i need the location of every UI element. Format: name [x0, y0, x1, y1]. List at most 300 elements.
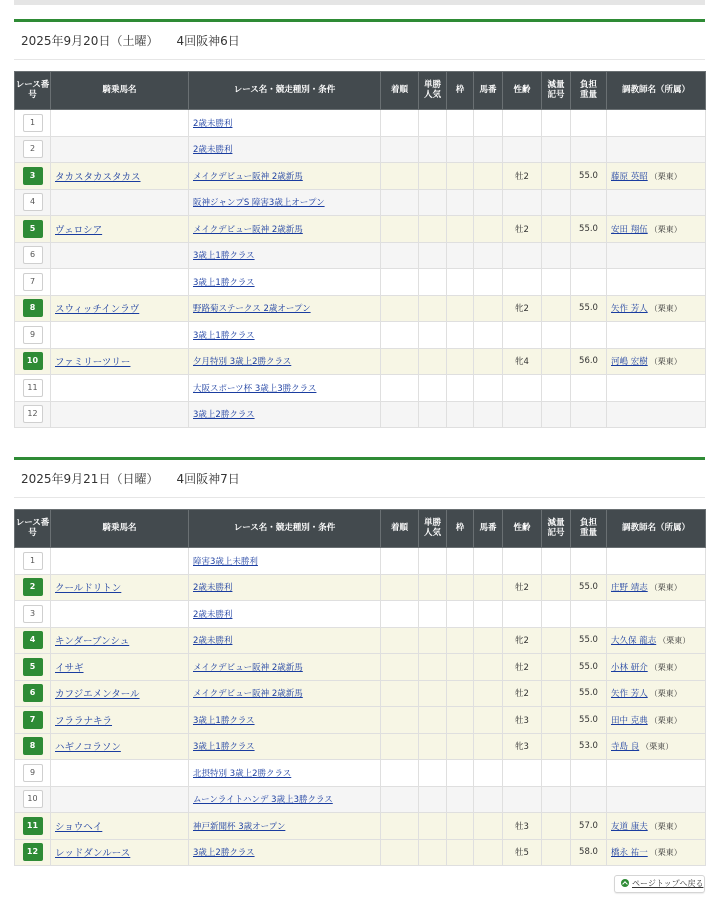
popularity-cell [419, 548, 447, 575]
column-header-burden [571, 510, 607, 548]
trainer-link[interactable]: 矢作 芳人 [611, 304, 648, 315]
horse-cell [51, 322, 189, 349]
sex-age-cell: 牝2 [503, 295, 542, 322]
waku-cell [447, 136, 474, 163]
race-row [15, 269, 706, 296]
umaban-cell [474, 110, 503, 137]
weight-mark-cell [542, 189, 571, 216]
horse-cell [51, 295, 189, 322]
race-row [15, 401, 706, 428]
race-number-cell [15, 707, 51, 734]
race-number-cell [15, 813, 51, 840]
burden-weight-cell: 57.0 [571, 813, 607, 840]
race-link[interactable]: 3歳上2勝クラス [193, 410, 255, 421]
header-line: 単勝 [423, 517, 441, 528]
race-link[interactable]: 3歳上1勝クラス [193, 742, 255, 753]
horse-cell [51, 110, 189, 137]
weight-mark-cell [542, 295, 571, 322]
race-cell [189, 163, 381, 190]
finish-cell [381, 295, 419, 322]
race-number-badge: 1 [23, 114, 43, 132]
waku-cell [447, 242, 474, 269]
trainer-affiliation: （栗東） [649, 224, 682, 234]
horse-link[interactable]: ヴェロシア [55, 224, 103, 236]
horse-cell [51, 813, 189, 840]
weight-mark-cell [542, 680, 571, 707]
weight-mark-cell [542, 839, 571, 866]
trainer-cell [607, 163, 706, 190]
race-number-badge: 5 [23, 658, 43, 676]
race-number-badge: 4 [23, 193, 43, 211]
race-row [15, 189, 706, 216]
umaban-cell [474, 548, 503, 575]
burden-weight-cell: 55.0 [571, 707, 607, 734]
sex-age-cell [503, 110, 542, 137]
column-header-umaban: 馬番 [474, 72, 503, 110]
umaban-cell [474, 574, 503, 601]
trainer-link[interactable]: 河嶋 宏樹 [611, 357, 648, 368]
trainer-affiliation: （栗東） [649, 689, 682, 699]
race-row [15, 627, 706, 654]
umaban-cell [474, 322, 503, 349]
race-number-cell [15, 680, 51, 707]
horse-cell [51, 348, 189, 375]
finish-cell [381, 733, 419, 760]
race-link[interactable]: 2歳未勝利 [193, 583, 233, 594]
column-header-sexage: 性齢 [503, 72, 542, 110]
weight-mark-cell [542, 786, 571, 813]
popularity-cell [419, 601, 447, 628]
sex-age-cell: 牝2 [503, 627, 542, 654]
race-cell [189, 839, 381, 866]
popularity-cell [419, 627, 447, 654]
race-number-badge: 10 [23, 790, 43, 808]
trainer-cell [607, 627, 706, 654]
sex-age-cell [503, 189, 542, 216]
header-line: 記号 [547, 527, 565, 538]
sex-age-cell: 牡2 [503, 163, 542, 190]
finish-cell [381, 654, 419, 681]
trainer-cell [607, 375, 706, 402]
race-cell [189, 760, 381, 787]
horse-cell [51, 242, 189, 269]
race-link[interactable]: 3歳上1勝クラス [193, 330, 255, 341]
finish-cell [381, 680, 419, 707]
race-cell [189, 189, 381, 216]
trainer-link[interactable]: 橋永 祐一 [611, 848, 648, 859]
day-section [14, 19, 705, 428]
weight-mark-cell [542, 269, 571, 296]
weight-mark-cell [542, 348, 571, 375]
race-table [14, 509, 706, 866]
horse-link[interactable]: フララナキラ [55, 715, 113, 727]
column-header-waku: 枠 [447, 72, 474, 110]
horse-link[interactable]: カフジエメンタール [55, 689, 140, 701]
burden-weight-cell [571, 189, 607, 216]
waku-cell [447, 760, 474, 787]
burden-weight-cell: 55.0 [571, 163, 607, 190]
weight-mark-cell [542, 627, 571, 654]
trainer-cell [607, 269, 706, 296]
waku-cell [447, 216, 474, 243]
race-number-cell [15, 627, 51, 654]
horse-cell [51, 574, 189, 601]
horse-cell [51, 216, 189, 243]
race-row [15, 348, 706, 375]
header-line: 減量 [547, 517, 565, 528]
race-cell [189, 627, 381, 654]
race-number-badge: 8 [23, 737, 43, 755]
finish-cell [381, 163, 419, 190]
race-row [15, 680, 706, 707]
race-cell [189, 548, 381, 575]
burden-weight-cell [571, 375, 607, 402]
burden-weight-cell [571, 548, 607, 575]
race-link[interactable]: 3歳上1勝クラス [193, 251, 255, 262]
race-cell [189, 375, 381, 402]
trainer-cell [607, 216, 706, 243]
horse-cell [51, 760, 189, 787]
race-link[interactable]: 夕月特別 3歳上2勝クラス [193, 357, 292, 368]
race-link[interactable]: 2歳未勝利 [193, 636, 233, 647]
popularity-cell [419, 680, 447, 707]
waku-cell [447, 733, 474, 760]
waku-cell [447, 110, 474, 137]
column-header-horse: 騎乗馬名 [51, 510, 189, 548]
trainer-link[interactable]: 矢作 芳人 [611, 689, 648, 700]
race-row [15, 574, 706, 601]
race-number-badge: 3 [23, 167, 43, 185]
horse-link[interactable]: キンダーブンシュ [55, 636, 130, 648]
horse-link[interactable]: ハギノコラソン [55, 742, 121, 754]
race-number-cell [15, 110, 51, 137]
horse-cell [51, 548, 189, 575]
trainer-affiliation: （栗東） [649, 848, 682, 858]
finish-cell [381, 760, 419, 787]
trainer-affiliation: （栗東） [649, 357, 682, 367]
finish-cell [381, 574, 419, 601]
popularity-cell [419, 242, 447, 269]
weight-mark-cell [542, 136, 571, 163]
horse-link[interactable]: スウィッチインラヴ [55, 304, 140, 316]
weight-mark-cell [542, 601, 571, 628]
header-line: 重量 [579, 527, 597, 538]
trainer-affiliation: （栗東） [649, 171, 682, 181]
horse-link[interactable]: タカスタカスタカス [55, 171, 141, 183]
race-number-badge: 6 [23, 684, 43, 702]
race-link[interactable]: 2歳未勝利 [193, 118, 233, 129]
trainer-cell [607, 839, 706, 866]
page-top-link[interactable] [614, 875, 705, 893]
race-number-cell [15, 375, 51, 402]
trainer-link[interactable]: 藤原 英昭 [611, 171, 648, 182]
race-link[interactable]: 3歳上1勝クラス [193, 715, 255, 726]
column-header-trainer: 調教師名（所属） [607, 72, 706, 110]
weight-mark-cell [542, 760, 571, 787]
popularity-cell [419, 401, 447, 428]
umaban-cell [474, 136, 503, 163]
race-cell [189, 136, 381, 163]
column-header-pop [419, 72, 447, 110]
horse-cell [51, 269, 189, 296]
finish-cell [381, 348, 419, 375]
umaban-cell [474, 839, 503, 866]
burden-weight-cell [571, 110, 607, 137]
finish-cell [381, 839, 419, 866]
weight-mark-cell [542, 216, 571, 243]
horse-link[interactable]: ショウヘイ [55, 821, 103, 833]
race-link[interactable]: 2歳未勝利 [193, 145, 233, 156]
trainer-cell [607, 786, 706, 813]
race-row [15, 163, 706, 190]
race-row [15, 786, 706, 813]
popularity-cell [419, 295, 447, 322]
waku-cell [447, 839, 474, 866]
header-line: 人気 [423, 527, 441, 538]
horse-cell [51, 733, 189, 760]
trainer-cell [607, 136, 706, 163]
header-line: 減量 [547, 79, 565, 90]
popularity-cell [419, 269, 447, 296]
day-heading [14, 22, 705, 60]
race-link[interactable]: メイクデビュー阪神 2歳新馬 [193, 224, 303, 235]
popularity-cell [419, 733, 447, 760]
race-link[interactable]: 神戸新聞杯 3歳オープン [193, 821, 286, 832]
umaban-cell [474, 680, 503, 707]
race-number-cell [15, 216, 51, 243]
horse-cell [51, 189, 189, 216]
race-link[interactable]: 阪神ジャンプS 障害3歳上オープン [193, 198, 325, 209]
umaban-cell [474, 269, 503, 296]
sex-age-cell [503, 786, 542, 813]
sex-age-cell: 牝4 [503, 348, 542, 375]
race-row [15, 548, 706, 575]
race-number-cell [15, 733, 51, 760]
weight-mark-cell [542, 654, 571, 681]
race-number-cell [15, 322, 51, 349]
trainer-link[interactable]: 庄野 靖志 [611, 583, 648, 594]
race-number-cell [15, 136, 51, 163]
column-header-trainer: 調教師名（所属） [607, 510, 706, 548]
race-cell [189, 707, 381, 734]
popularity-cell [419, 839, 447, 866]
race-row [15, 216, 706, 243]
waku-cell [447, 322, 474, 349]
sex-age-cell [503, 548, 542, 575]
race-cell [189, 733, 381, 760]
waku-cell [447, 654, 474, 681]
burden-weight-cell [571, 786, 607, 813]
race-link[interactable]: 障害3歳上未勝利 [193, 556, 258, 567]
race-row [15, 733, 706, 760]
waku-cell [447, 548, 474, 575]
race-link[interactable]: 2歳未勝利 [193, 609, 233, 620]
trainer-cell [607, 760, 706, 787]
column-header-finish: 着順 [381, 510, 419, 548]
trainer-cell [607, 601, 706, 628]
race-cell [189, 295, 381, 322]
horse-cell [51, 786, 189, 813]
burden-weight-cell [571, 242, 607, 269]
column-header-race-no: レース番号 [15, 72, 51, 110]
race-number-cell [15, 401, 51, 428]
race-link[interactable]: ムーンライトハンデ 3歳上3勝クラス [193, 795, 333, 806]
umaban-cell [474, 401, 503, 428]
race-link[interactable]: メイクデビュー阪神 2歳新馬 [193, 171, 303, 182]
race-table [14, 71, 706, 428]
column-header-umaban: 馬番 [474, 510, 503, 548]
race-row [15, 322, 706, 349]
trainer-link[interactable]: 大久保 龍志 [611, 636, 657, 647]
race-row [15, 839, 706, 866]
weight-mark-cell [542, 322, 571, 349]
race-number-badge: 2 [23, 140, 43, 158]
race-number-badge: 8 [23, 299, 43, 317]
race-link[interactable]: 大阪スポーツ杯 3歳上3勝クラス [193, 383, 317, 394]
horse-link[interactable]: ファミリーツリー [55, 357, 131, 369]
waku-cell [447, 574, 474, 601]
race-number-badge: 11 [23, 817, 43, 835]
race-row [15, 813, 706, 840]
waku-cell [447, 269, 474, 296]
popularity-cell [419, 163, 447, 190]
burden-weight-cell: 56.0 [571, 348, 607, 375]
race-cell [189, 401, 381, 428]
trainer-affiliation: （栗東） [649, 821, 682, 831]
popularity-cell [419, 786, 447, 813]
popularity-cell [419, 322, 447, 349]
column-header-pop [419, 510, 447, 548]
umaban-cell [474, 654, 503, 681]
race-cell [189, 348, 381, 375]
sex-age-cell: 牡3 [503, 813, 542, 840]
horse-cell [51, 839, 189, 866]
trainer-cell [607, 680, 706, 707]
burden-weight-cell: 55.0 [571, 680, 607, 707]
page-top-label: ページトップへ戻る [632, 879, 704, 888]
umaban-cell [474, 163, 503, 190]
race-row [15, 654, 706, 681]
race-link[interactable]: 3歳上1勝クラス [193, 277, 255, 288]
race-number-cell [15, 786, 51, 813]
race-cell [189, 786, 381, 813]
race-link[interactable]: メイクデビュー阪神 2歳新馬 [193, 662, 303, 673]
finish-cell [381, 216, 419, 243]
burden-weight-cell: 55.0 [571, 627, 607, 654]
trainer-link[interactable]: 安田 翔伍 [611, 224, 648, 235]
race-number-cell [15, 654, 51, 681]
trainer-cell [607, 733, 706, 760]
horse-link[interactable]: レッドダンルース [55, 848, 131, 860]
race-row [15, 707, 706, 734]
race-number-cell [15, 601, 51, 628]
trainer-link[interactable]: 田中 克典 [611, 715, 648, 726]
race-cell [189, 242, 381, 269]
waku-cell [447, 295, 474, 322]
race-number-cell [15, 242, 51, 269]
race-number-badge: 9 [23, 764, 43, 782]
column-header-burden [571, 72, 607, 110]
umaban-cell [474, 375, 503, 402]
weight-mark-cell [542, 163, 571, 190]
weight-mark-cell [542, 574, 571, 601]
race-cell [189, 574, 381, 601]
horse-cell [51, 136, 189, 163]
race-link[interactable]: メイクデビュー阪神 2歳新馬 [193, 689, 303, 700]
burden-weight-cell: 55.0 [571, 295, 607, 322]
trainer-link[interactable]: 寺島 良 [611, 742, 640, 753]
horse-link[interactable]: イサギ [55, 662, 84, 674]
waku-cell [447, 786, 474, 813]
finish-cell [381, 548, 419, 575]
burden-weight-cell [571, 401, 607, 428]
umaban-cell [474, 707, 503, 734]
trainer-cell [607, 574, 706, 601]
race-number-badge: 5 [23, 220, 43, 238]
trainer-cell [607, 322, 706, 349]
horse-link[interactable]: クールドリトン [55, 583, 122, 595]
sex-age-cell: 牡2 [503, 574, 542, 601]
horse-cell [51, 654, 189, 681]
finish-cell [381, 269, 419, 296]
horse-cell [51, 401, 189, 428]
burden-weight-cell [571, 136, 607, 163]
race-number-cell [15, 574, 51, 601]
trainer-cell [607, 548, 706, 575]
trainer-cell [607, 348, 706, 375]
race-cell [189, 269, 381, 296]
finish-cell [381, 322, 419, 349]
column-header-race: レース名・競走種別・条件 [189, 72, 381, 110]
race-row [15, 375, 706, 402]
column-header-weight-mark [542, 72, 571, 110]
umaban-cell [474, 295, 503, 322]
race-link[interactable]: 北摂特別 3歳上2勝クラス [193, 768, 292, 779]
horse-cell [51, 627, 189, 654]
trainer-link[interactable]: 友道 康夫 [611, 821, 648, 832]
burden-weight-cell [571, 760, 607, 787]
horse-cell [51, 601, 189, 628]
meeting-day: 4回阪神7日 [176, 472, 240, 486]
sex-age-cell [503, 601, 542, 628]
race-number-badge: 7 [23, 273, 43, 291]
race-number-cell [15, 269, 51, 296]
race-number-badge: 7 [23, 711, 43, 729]
burden-weight-cell: 55.0 [571, 216, 607, 243]
popularity-cell [419, 574, 447, 601]
race-cell [189, 601, 381, 628]
race-row [15, 601, 706, 628]
race-cell [189, 654, 381, 681]
race-link[interactable]: 3歳上2勝クラス [193, 848, 255, 859]
column-header-sexage: 性齢 [503, 510, 542, 548]
finish-cell [381, 813, 419, 840]
race-number-cell [15, 348, 51, 375]
popularity-cell [419, 707, 447, 734]
race-link[interactable]: 野路菊ステークス 2歳オープン [193, 304, 311, 315]
header-line: 負担 [579, 79, 597, 90]
race-number-cell [15, 295, 51, 322]
sex-age-cell [503, 269, 542, 296]
top-strip [14, 0, 705, 5]
umaban-cell [474, 627, 503, 654]
trainer-link[interactable]: 小林 研介 [611, 662, 648, 673]
race-number-badge: 12 [23, 405, 43, 423]
umaban-cell [474, 216, 503, 243]
trainer-cell [607, 654, 706, 681]
sex-age-cell: 牡2 [503, 654, 542, 681]
race-number-badge: 11 [23, 379, 43, 397]
